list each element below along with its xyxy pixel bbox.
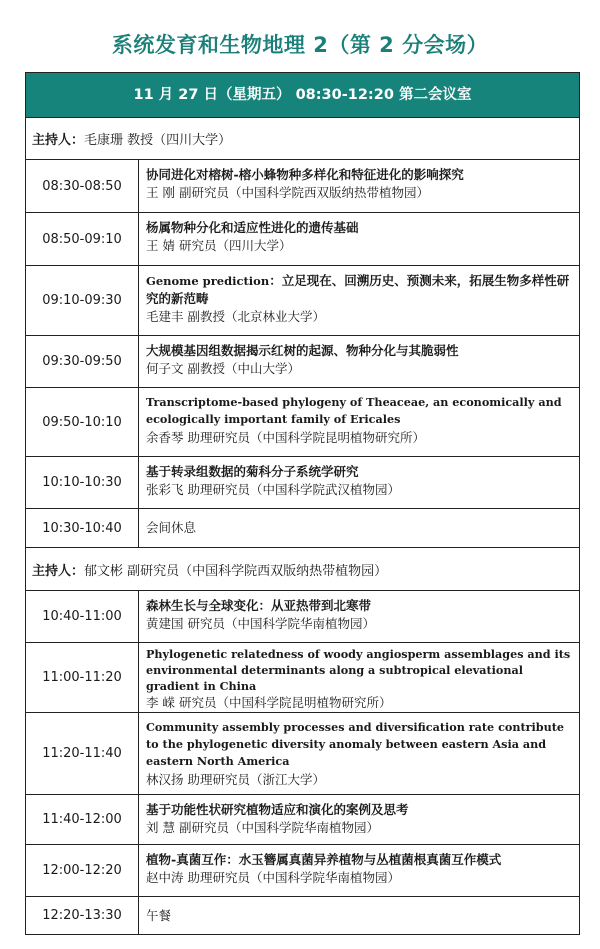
talk-info (139, 457, 579, 508)
talk-speaker: 赵中涛 助理研究员（中国科学院华南植物园） (146, 870, 400, 885)
talk-speaker: 李 嵘 研究员（中国科学院昆明植物研究所） (146, 695, 392, 710)
talk-info (139, 713, 579, 794)
talk-row (26, 845, 579, 897)
talk-time: 12:00-12:20 (26, 845, 139, 896)
talk-info (139, 388, 579, 456)
talk-title: 森林生长与全球变化：从亚热带到北寒带 (146, 598, 372, 613)
talk-row (26, 160, 579, 213)
talk-speaker: 王 刚 副研究员（中国科学院西双版纳热带植物园） (146, 185, 429, 200)
talk-title (146, 272, 575, 307)
talk-speaker: 毛建丰 副教授（北京林业大学） (146, 309, 325, 324)
talk-row (26, 336, 579, 388)
talk-speaker: 余香琴 助理研究员（中国科学院昆明植物研究所） (146, 430, 425, 445)
talk-time: 09:30-09:50 (26, 336, 139, 387)
host-name: 毛康珊 教授（四川大学） (84, 133, 232, 148)
talk-title: 植物-真菌互作：水玉簪属真菌异养植物与丛植菌根真菌互作模式 (146, 852, 502, 867)
talk-speaker: 何子文 副教授（中山大学） (146, 361, 300, 376)
talk-time: 08:30-08:50 (26, 160, 139, 212)
talk-title: 协同进化对榕树-榕小蜂物种多样化和特征进化的影响探究 (146, 167, 464, 182)
talk-time: 11:40-12:00 (26, 795, 139, 844)
talk-row (26, 713, 579, 795)
host-name: 郁文彬 副研究员（中国科学院西双版纳热带植物园） (84, 563, 388, 579)
talk-row (26, 457, 579, 509)
host-label: 主持人： (32, 563, 85, 579)
talk-row (26, 266, 579, 336)
talk-row (26, 591, 579, 643)
host-label: 主持人： (32, 133, 85, 148)
break-row (26, 509, 579, 548)
talk-title: Transcriptome-based phylogeny of Theaceae, an economically and ecologically important family of Ericales (146, 395, 562, 426)
talk-title: 基于转录组数据的菊科分子系统学研究 (146, 464, 359, 479)
lunch-label: 午餐 (146, 907, 172, 923)
talk-info (139, 591, 579, 642)
host-row (26, 548, 579, 591)
talk-info (139, 213, 579, 265)
talk-time: 09:10-09:30 (26, 266, 139, 335)
schedule-table (25, 72, 580, 935)
talk-row (26, 643, 579, 713)
talk-speaker: 张彩飞 助理研究员（中国科学院武汉植物园） (146, 482, 400, 497)
talk-time: 11:20-11:40 (26, 713, 139, 794)
talk-info (139, 160, 579, 212)
host-row (26, 118, 579, 160)
talk-speaker: 王 婧 研究员（四川大学） (146, 238, 292, 253)
talk-time: 08:50-09:10 (26, 213, 139, 265)
talk-info (139, 795, 579, 844)
session-header: 11 月 27 日（星期五） 08:30-12:20 第二会议室 (26, 73, 579, 118)
talk-speaker: 刘 慧 副研究员（中国科学院华南植物园） (146, 820, 379, 835)
talk-title-cn: ：立足现在、回溯历史、预测未来，拓展生物多样性研究的新范畴 (146, 273, 570, 306)
lunch-row (26, 897, 579, 935)
page-title: 系统发育和生物地理 2（第 2 分会场） (111, 33, 489, 57)
talk-time: 11:00-11:20 (26, 643, 139, 712)
talk-title: 大规模基因组数据揭示红树的起源、物种分化与其脆弱性 (146, 343, 459, 358)
talk-row (26, 388, 579, 457)
talk-speaker: 林汉扬 助理研究员（浙江大学） (146, 772, 325, 787)
talk-title: 杨属物种分化和适应性进化的遗传基础 (146, 220, 359, 235)
break-label: 会间休息 (146, 520, 197, 535)
talk-time: 09:50-10:10 (26, 388, 139, 456)
talk-row (26, 795, 579, 845)
talk-info (139, 266, 579, 335)
talk-info (139, 845, 579, 896)
talk-title: Phylogenetic relatedness of woody angiosperm assemblages and its environmental determinants along a subtropical elevational gradient in China (146, 647, 571, 693)
talk-speaker: 黄建国 研究员（中国科学院华南植物园） (146, 616, 375, 631)
talk-info (139, 643, 579, 712)
break-time: 10:30-10:40 (26, 509, 139, 547)
talk-title: Community assembly processes and diversification rate contribute to the phylogenetic diversity anomaly between eastern Asia and eastern North America (146, 720, 565, 768)
talk-title-en: Genome prediction (146, 274, 270, 288)
talk-time: 10:40-11:00 (26, 591, 139, 642)
talk-time: 10:10-10:30 (26, 457, 139, 508)
lunch-time: 12:20-13:30 (26, 897, 139, 934)
talk-row (26, 213, 579, 266)
talk-title: 基于功能性状研究植物适应和演化的案例及思考 (146, 802, 409, 817)
talk-info (139, 336, 579, 387)
